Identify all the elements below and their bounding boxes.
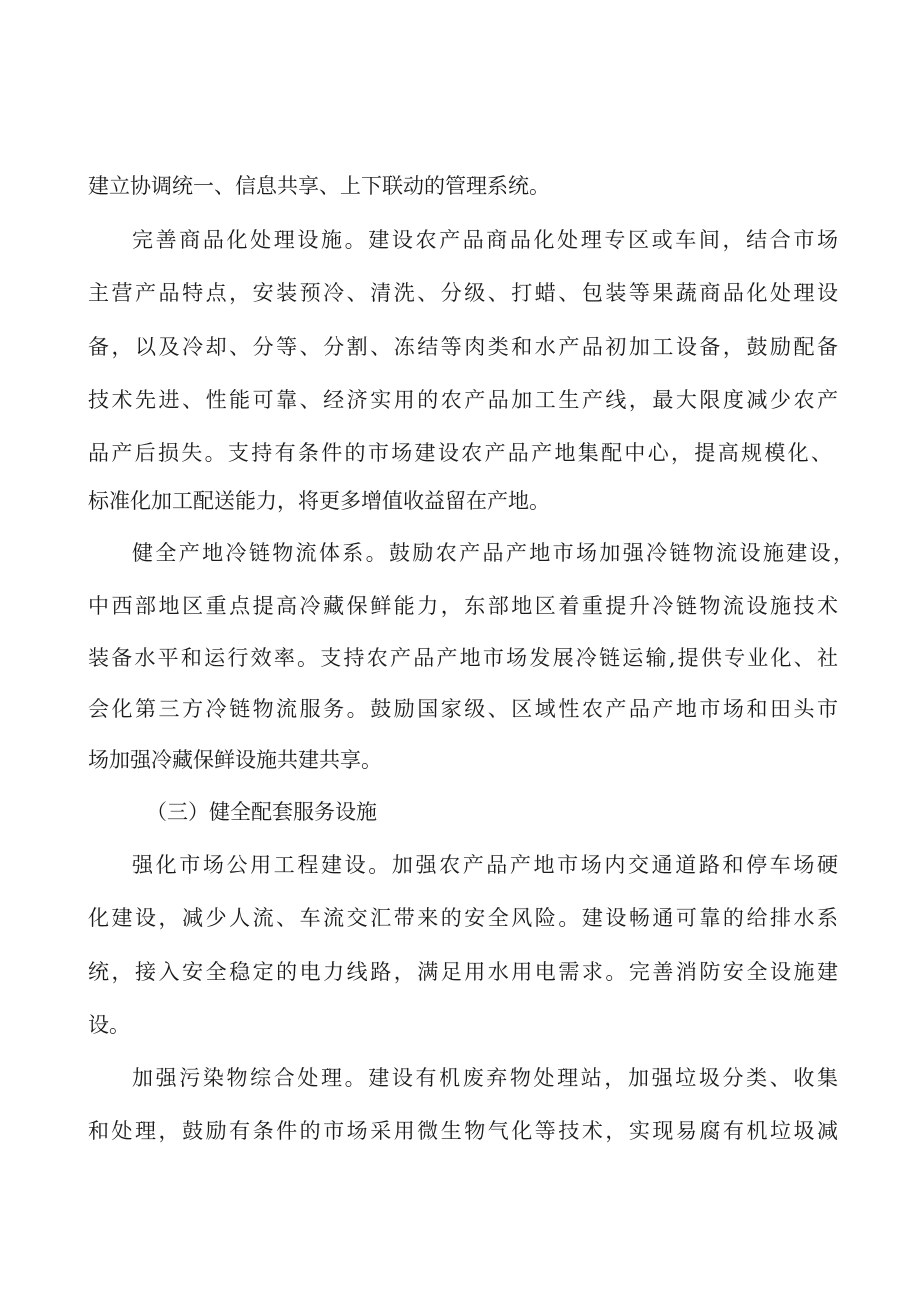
paragraph-line: 强化市场公用工程建设。加强农产品产地市场内交通道路和停车场硬 — [132, 853, 838, 877]
paragraph-line: 装备水平和运行效率。支持农产品产地市场发展冷链运输,提供专业化、社 — [88, 646, 838, 670]
paragraph-line: 标准化加工配送能力，将更多增值收益留在产地。 — [88, 489, 550, 513]
paragraph-line: 健全产地冷链物流体系。鼓励农产品产地市场加强冷链物流设施建设， — [132, 541, 854, 565]
paragraph-line: 场加强冷藏保鲜设施共建共享。 — [88, 748, 382, 772]
paragraph-line: 加强污染物综合处理。建设有机废弃物处理站，加强垃圾分类、收集 — [132, 1066, 838, 1090]
paragraph-line: 备，以及冷却、分等、分割、冻结等肉类和水产品初加工设备，鼓励配备 — [88, 335, 838, 359]
paragraph-line: 中西部地区重点提高冷藏保鲜能力，东部地区着重提升冷链物流设施技术 — [88, 594, 838, 618]
section-heading: （三）健全配套服务设施 — [146, 800, 377, 824]
paragraph-line: 统，接入安全稳定的电力线路，满足用水用电需求。完善消防安全设施建 — [88, 960, 838, 984]
paragraph-line: 品产后损失。支持有条件的市场建设农产品产地集配中心，提高规模化、 — [88, 441, 832, 465]
paragraph-line: 和处理，鼓励有条件的市场采用微生物气化等技术，实现易腐有机垃圾减 — [88, 1119, 838, 1143]
paragraph-line: 化建设，减少人流、车流交汇带来的安全风险。建设畅通可靠的给排水系 — [88, 906, 838, 930]
paragraph-line: 建立协调统一、信息共享、上下联动的管理系统。 — [88, 174, 550, 198]
paragraph-line: 技术先进、性能可靠、经济实用的农产品加工生产线，最大限度减少农产 — [88, 388, 838, 412]
paragraph-line: 完善商品化处理设施。建设农产品商品化处理专区或车间，结合市场 — [132, 228, 838, 252]
paragraph-line: 主营产品特点，安装预冷、清洗、分级、打蜡、包装等果蔬商品化处理设 — [88, 281, 838, 305]
paragraph-line: 会化第三方冷链物流服务。鼓励国家级、区域性农产品产地市场和田头市 — [88, 697, 838, 721]
paragraph-line: 设。 — [88, 1013, 130, 1037]
